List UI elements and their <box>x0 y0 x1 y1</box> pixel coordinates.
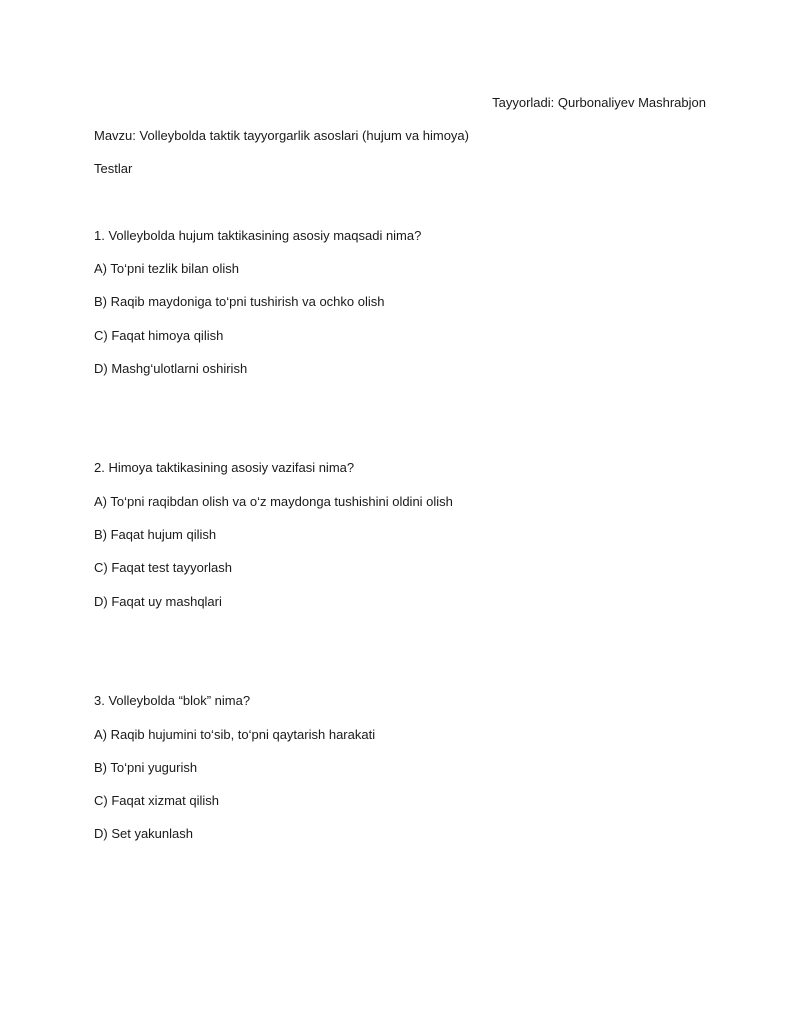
question-3-option-a: A) Raqib hujumini to‘sib, to‘pni qaytarish harakati <box>94 727 376 742</box>
question-3-option-b: B) To‘pni yugurish <box>94 760 198 775</box>
question-2-option-a: A) To‘pni raqibdan olish va o‘z maydonga tushishini oldini olish <box>94 494 453 509</box>
question-3: 3. Volleybolda “blok” nima? <box>94 693 251 708</box>
author-line: Tayyorladi: Qurbonaliyev Mashrabjon <box>492 95 706 110</box>
question-1-option-d: D) Mashg‘ulotlarni oshirish <box>94 361 248 376</box>
question-1: 1. Volleybolda hujum taktikasining asosiy maqsadi nima? <box>94 228 422 243</box>
question-2: 2. Himoya taktikasining asosiy vazifasi nima? <box>94 460 355 475</box>
question-2-option-b: B) Faqat hujum qilish <box>94 527 217 542</box>
question-1-option-c: C) Faqat himoya qilish <box>94 328 224 343</box>
question-2-option-c: C) Faqat test tayyorlash <box>94 560 232 575</box>
topic-line: Mavzu: Volleybolda taktik tayyorgarlik asoslari (hujum va himoya) <box>94 128 469 143</box>
question-2-option-d: D) Faqat uy mashqlari <box>94 594 222 609</box>
question-1-option-b: B) Raqib maydoniga to‘pni tushirish va ochko olish <box>94 294 385 309</box>
question-3-option-c: C) Faqat xizmat qilish <box>94 793 219 808</box>
section-label: Testlar <box>94 161 133 176</box>
question-1-option-a: A) To‘pni tezlik bilan olish <box>94 261 239 276</box>
question-3-option-d: D) Set yakunlash <box>94 826 193 841</box>
